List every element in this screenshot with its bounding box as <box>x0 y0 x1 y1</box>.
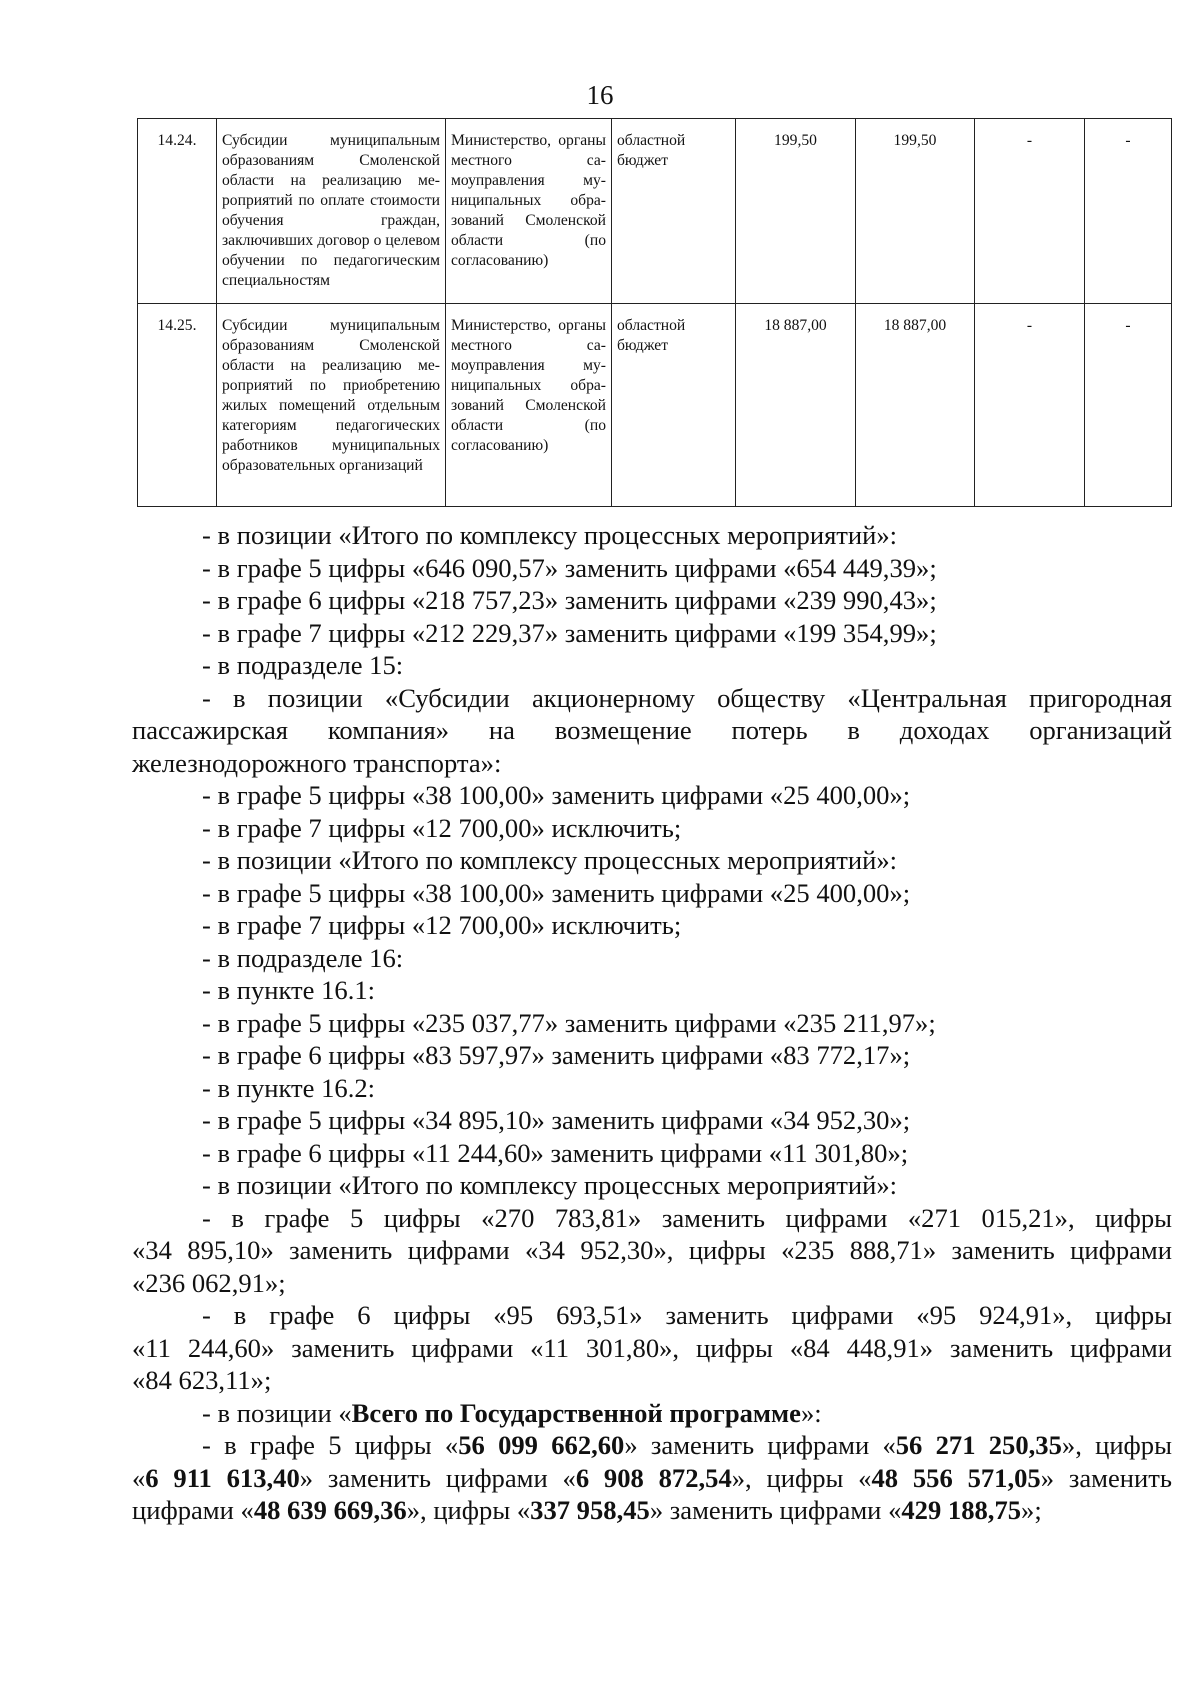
text-run: - в позиции « <box>202 1397 352 1428</box>
text-line <box>132 1462 1172 1495</box>
row-year-1: 199,50 <box>856 119 975 304</box>
text-line: - в позиции «Итого по комплексу процессных мероприятий»: <box>202 1170 898 1200</box>
row-total: 199,50 <box>736 119 856 304</box>
amount-new: 56 271 250,35 <box>895 1430 1062 1460</box>
row-year-1: 18 887,00 <box>856 304 975 507</box>
text-run: »: <box>800 1397 822 1428</box>
text-line: - в графе 5 цифры «646 090,57» заменить цифрами «654 449,39»; <box>202 552 937 583</box>
text-line: «34 895,10» заменить цифрами «34 952,30», цифры «235 888,71» заменить цифрами <box>132 1235 1172 1265</box>
text-line: - в графе 5 цифры «34 895,10» заменить цифрами «34 952,30»; <box>202 1105 911 1135</box>
row-number: 14.24. <box>138 119 217 304</box>
amount-old: 337 958,45 <box>530 1495 650 1525</box>
text-run: » заменить цифрами « <box>649 1495 902 1525</box>
text-line: - в графе 6 цифры «95 693,51» заменить цифрами «95 924,91», цифры <box>202 1300 1172 1330</box>
row-total: 18 887,00 <box>736 304 856 507</box>
row-responsible: Министерство, органы местного самоуправления муниципальных образований Смоленской области (по согласованию) <box>446 119 612 304</box>
budget-table <box>137 118 1172 507</box>
text-run: » заменить <box>1040 1462 1172 1493</box>
text-line: - в позиции «Итого по комплексу процессных мероприятий»: <box>202 520 898 550</box>
text-line: - в позиции «Субсидии акционерному обществу «Центральная пригородная <box>202 682 1172 713</box>
text-line: - в пункте 16.1: <box>202 975 376 1005</box>
row-funding-source: областной бюджет <box>612 304 736 507</box>
table-row <box>138 304 1172 507</box>
text-line: «236 062,91»; <box>132 1267 286 1298</box>
row-description: Субсидии муниципальным образованиям Смоленской области на реализацию мероприятий по приобретению жилых помещений отдельным категориям педагогических работников муниципальных образовательных организаций <box>217 304 446 507</box>
text-line: - в графе 7 цифры «12 700,00» исключить; <box>202 812 682 843</box>
row-description: Субсидии муниципальным образованиям Смоленской области на реализацию мероприятий по оплате стоимости обучения граждан, заключивших договор о целевом обучении по педагогическим специальностям <box>217 119 446 304</box>
text-line: - в графе 5 цифры «235 037,77» заменить цифрами «235 211,97»; <box>202 1007 936 1038</box>
text-run: », цифры « <box>406 1495 531 1525</box>
text-line: - в пункте 16.2: <box>202 1072 376 1103</box>
text-run: цифрами « <box>132 1495 254 1525</box>
text-line: - в подразделе 15: <box>202 650 404 680</box>
amount-new: 429 188,75 <box>901 1495 1022 1525</box>
amendment-text <box>132 519 1172 1527</box>
row-year-2: - <box>975 304 1085 507</box>
text-line <box>132 1494 1172 1527</box>
amount-old: 56 099 662,60 <box>458 1430 625 1460</box>
text-line: - в графе 7 цифры «12 700,00» исключить; <box>202 910 682 940</box>
text-line: «11 244,60» заменить цифрами «11 301,80», цифры «84 448,91» заменить цифрами <box>132 1332 1172 1363</box>
table-row <box>138 119 1172 304</box>
amount-old: 6 911 613,40 <box>145 1462 300 1493</box>
page-number: 16 <box>586 80 614 110</box>
text-run: »; <box>1021 1495 1042 1525</box>
amount-new: 6 908 872,54 <box>575 1462 732 1493</box>
amount-new: 48 639 669,36 <box>253 1495 407 1525</box>
row-year-2: - <box>975 119 1085 304</box>
text-line: - в позиции «Итого по комплексу процессных мероприятий»: <box>202 845 898 875</box>
text-line: - в подразделе 16: <box>202 942 404 973</box>
text-run: », цифры « <box>731 1462 872 1493</box>
row-funding-source: областной бюджет <box>612 119 736 304</box>
row-year-3: - <box>1085 119 1172 304</box>
text-line: - в графе 7 цифры «212 229,37» заменить цифрами «199 354,99»; <box>202 617 937 648</box>
text-run: - в графе 5 цифры « <box>202 1430 459 1460</box>
text-line: - в графе 5 цифры «38 100,00» заменить цифрами «25 400,00»; <box>202 877 911 908</box>
text-run: », цифры <box>1061 1430 1172 1460</box>
text-line: - в графе 6 цифры «83 597,97» заменить цифрами «83 772,17»; <box>202 1040 911 1070</box>
amount-old: 48 556 571,05 <box>871 1462 1041 1493</box>
text-run: « <box>132 1462 146 1493</box>
text-line <box>132 1397 1172 1430</box>
text-line: - в графе 5 цифры «38 100,00» заменить цифрами «25 400,00»; <box>202 780 911 810</box>
row-responsible: Министерство, органы местного самоуправления муниципальных образований Смоленской области (по согласованию) <box>446 304 612 507</box>
row-number: 14.25. <box>138 304 217 507</box>
text-line <box>132 1429 1172 1462</box>
text-run: » заменить цифрами « <box>299 1462 576 1493</box>
text-line: «84 623,11»; <box>132 1365 272 1395</box>
text-line: - в графе 6 цифры «11 244,60» заменить цифрами «11 301,80»; <box>202 1137 909 1168</box>
program-total-label: Всего по Государственной программе <box>351 1397 801 1428</box>
text-line: - в графе 5 цифры «270 783,81» заменить цифрами «271 015,21», цифры <box>202 1202 1172 1233</box>
text-line: железнодорожного транспорта»: <box>132 747 502 778</box>
text-run: » заменить цифрами « <box>624 1430 896 1460</box>
text-line: пассажирская компания» на возмещение потерь в доходах организаций <box>132 715 1172 745</box>
row-year-3: - <box>1085 304 1172 507</box>
text-line: - в графе 6 цифры «218 757,23» заменить цифрами «239 990,43»; <box>202 585 937 615</box>
